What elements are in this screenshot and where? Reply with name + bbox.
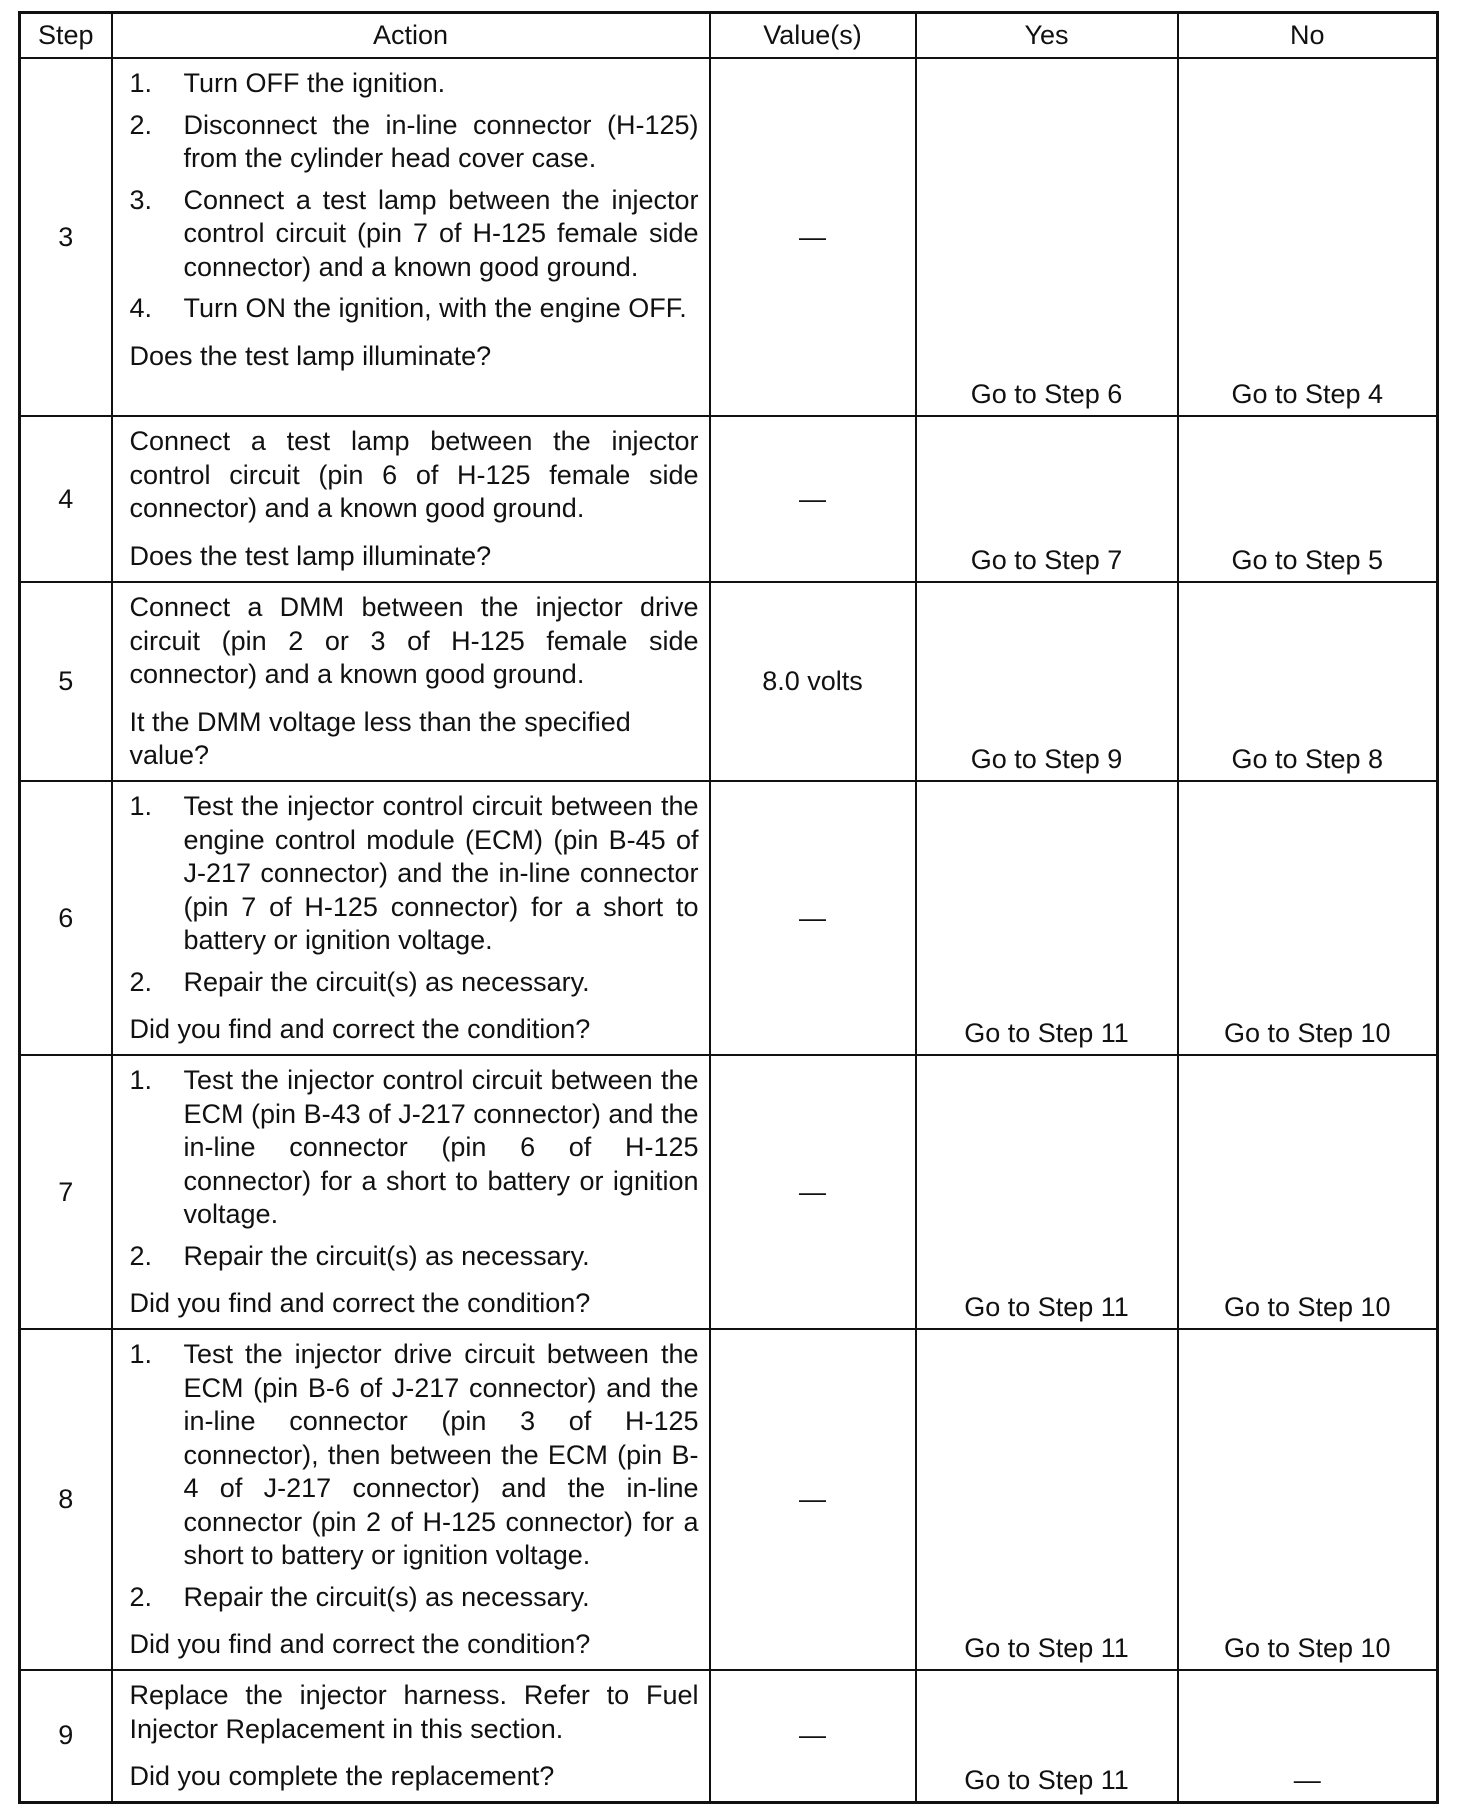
- table-row: [20, 416, 1438, 582]
- value-cell: —: [710, 1670, 916, 1802]
- action-cell: [112, 1055, 710, 1329]
- yes-cell: Go to Step 6: [916, 58, 1178, 416]
- value-cell: —: [710, 416, 916, 582]
- header-row: [20, 13, 1438, 59]
- action-step: 1. Test the injector control circuit between the ECM (pin B-43 of J-217 connector) and the in-line connector (pin 6 of H-125 connector) for a short to battery or ignition voltage.: [129, 1065, 699, 1229]
- action-text: Connect a DMM between the injector drive circuit (pin 2 or 3 of H-125 female side connector) and a known good ground.: [129, 592, 699, 689]
- yes-cell: Go to Step 7: [916, 416, 1178, 582]
- header-no: No: [1178, 13, 1438, 59]
- action-steps: [130, 67, 699, 326]
- action-step: 1. Test the injector control circuit between the engine control module (ECM) (pin B-45 of J-217 connector) and the in-line connector (pin 7 of H-125 connector) for a short to battery or ignition voltage.: [129, 791, 699, 955]
- action-question: It the DMM voltage less than the specified value?: [129, 706, 631, 770]
- action-question: Did you find and correct the condition?: [129, 1288, 591, 1318]
- action-step: 2. Repair the circuit(s) as necessary.: [129, 1581, 590, 1612]
- no-cell: —: [1178, 1670, 1438, 1802]
- table-row: [20, 1329, 1438, 1670]
- table-row: [20, 582, 1438, 781]
- yes-cell: Go to Step 11: [916, 1329, 1178, 1670]
- action-steps: [130, 790, 699, 999]
- value-cell: 8.0 volts: [710, 582, 916, 781]
- diagnostic-table: [18, 11, 1439, 1804]
- step-number: 6: [20, 781, 112, 1055]
- action-step: 2. Disconnect the in-line connector (H-125) from the cylinder head cover case.: [129, 109, 699, 173]
- value-cell: —: [710, 781, 916, 1055]
- value-cell: —: [710, 1055, 916, 1329]
- no-cell: Go to Step 10: [1178, 781, 1438, 1055]
- no-cell: Go to Step 8: [1178, 582, 1438, 781]
- action-step: 2. Repair the circuit(s) as necessary.: [129, 966, 590, 997]
- step-number: 5: [20, 582, 112, 781]
- yes-cell: Go to Step 11: [916, 1670, 1178, 1802]
- action-question: Does the test lamp illuminate?: [129, 340, 492, 371]
- action-question: Did you find and correct the condition?: [129, 1629, 591, 1659]
- action-step: 1. Test the injector drive circuit between the ECM (pin B-6 of J-217 connector) and the in-line connector (pin 3 of H-125 connector), then between the ECM (pin B-4 of J-217 connector) and the in-line connector (pin 2 of H-125 connector) for a short to battery or ignition voltage.: [129, 1339, 699, 1570]
- table-row: [20, 781, 1438, 1055]
- action-question: Does the test lamp illuminate?: [129, 540, 492, 571]
- action-cell: [112, 58, 710, 416]
- header-values: Value(s): [710, 13, 916, 59]
- no-cell: Go to Step 4: [1178, 58, 1438, 416]
- action-text: Connect a test lamp between the injector control circuit (pin 6 of H-125 female side connector) and a known good ground.: [129, 426, 699, 523]
- step-number: 7: [20, 1055, 112, 1329]
- action-cell: [112, 1670, 710, 1802]
- step-number: 9: [20, 1670, 112, 1802]
- action-step: 2. Repair the circuit(s) as necessary.: [129, 1240, 590, 1271]
- yes-cell: Go to Step 11: [916, 1055, 1178, 1329]
- action-cell: [112, 416, 710, 582]
- no-cell: Go to Step 10: [1178, 1055, 1438, 1329]
- step-number: 8: [20, 1329, 112, 1670]
- header-yes: Yes: [916, 13, 1178, 59]
- no-cell: Go to Step 10: [1178, 1329, 1438, 1670]
- table-row: [20, 1055, 1438, 1329]
- yes-cell: Go to Step 11: [916, 781, 1178, 1055]
- action-question: Did you find and correct the condition?: [129, 1014, 591, 1044]
- action-cell: [112, 781, 710, 1055]
- table-row: [20, 58, 1438, 416]
- header-step: Step: [20, 13, 112, 59]
- value-cell: —: [710, 1329, 916, 1670]
- action-cell: [112, 582, 710, 781]
- action-steps: [130, 1064, 699, 1273]
- action-step: 4. Turn ON the ignition, with the engine OFF.: [129, 293, 687, 323]
- action-steps: [130, 1338, 699, 1614]
- action-cell: [112, 1329, 710, 1670]
- action-text: Replace the injector harness. Refer to Fuel Injector Replacement in this section.: [129, 1680, 699, 1744]
- value-cell: —: [710, 58, 916, 416]
- yes-cell: Go to Step 9: [916, 582, 1178, 781]
- table-row: [20, 1670, 1438, 1802]
- step-number: 3: [20, 58, 112, 416]
- no-cell: Go to Step 5: [1178, 416, 1438, 582]
- step-number: 4: [20, 416, 112, 582]
- action-step: 1. Turn OFF the ignition.: [129, 68, 446, 98]
- action-step: 3. Connect a test lamp between the injector control circuit (pin 7 of H-125 female side connector) and a known good ground.: [129, 184, 699, 282]
- action-question: Did you complete the replacement?: [129, 1761, 555, 1791]
- header-action: Action: [112, 13, 710, 59]
